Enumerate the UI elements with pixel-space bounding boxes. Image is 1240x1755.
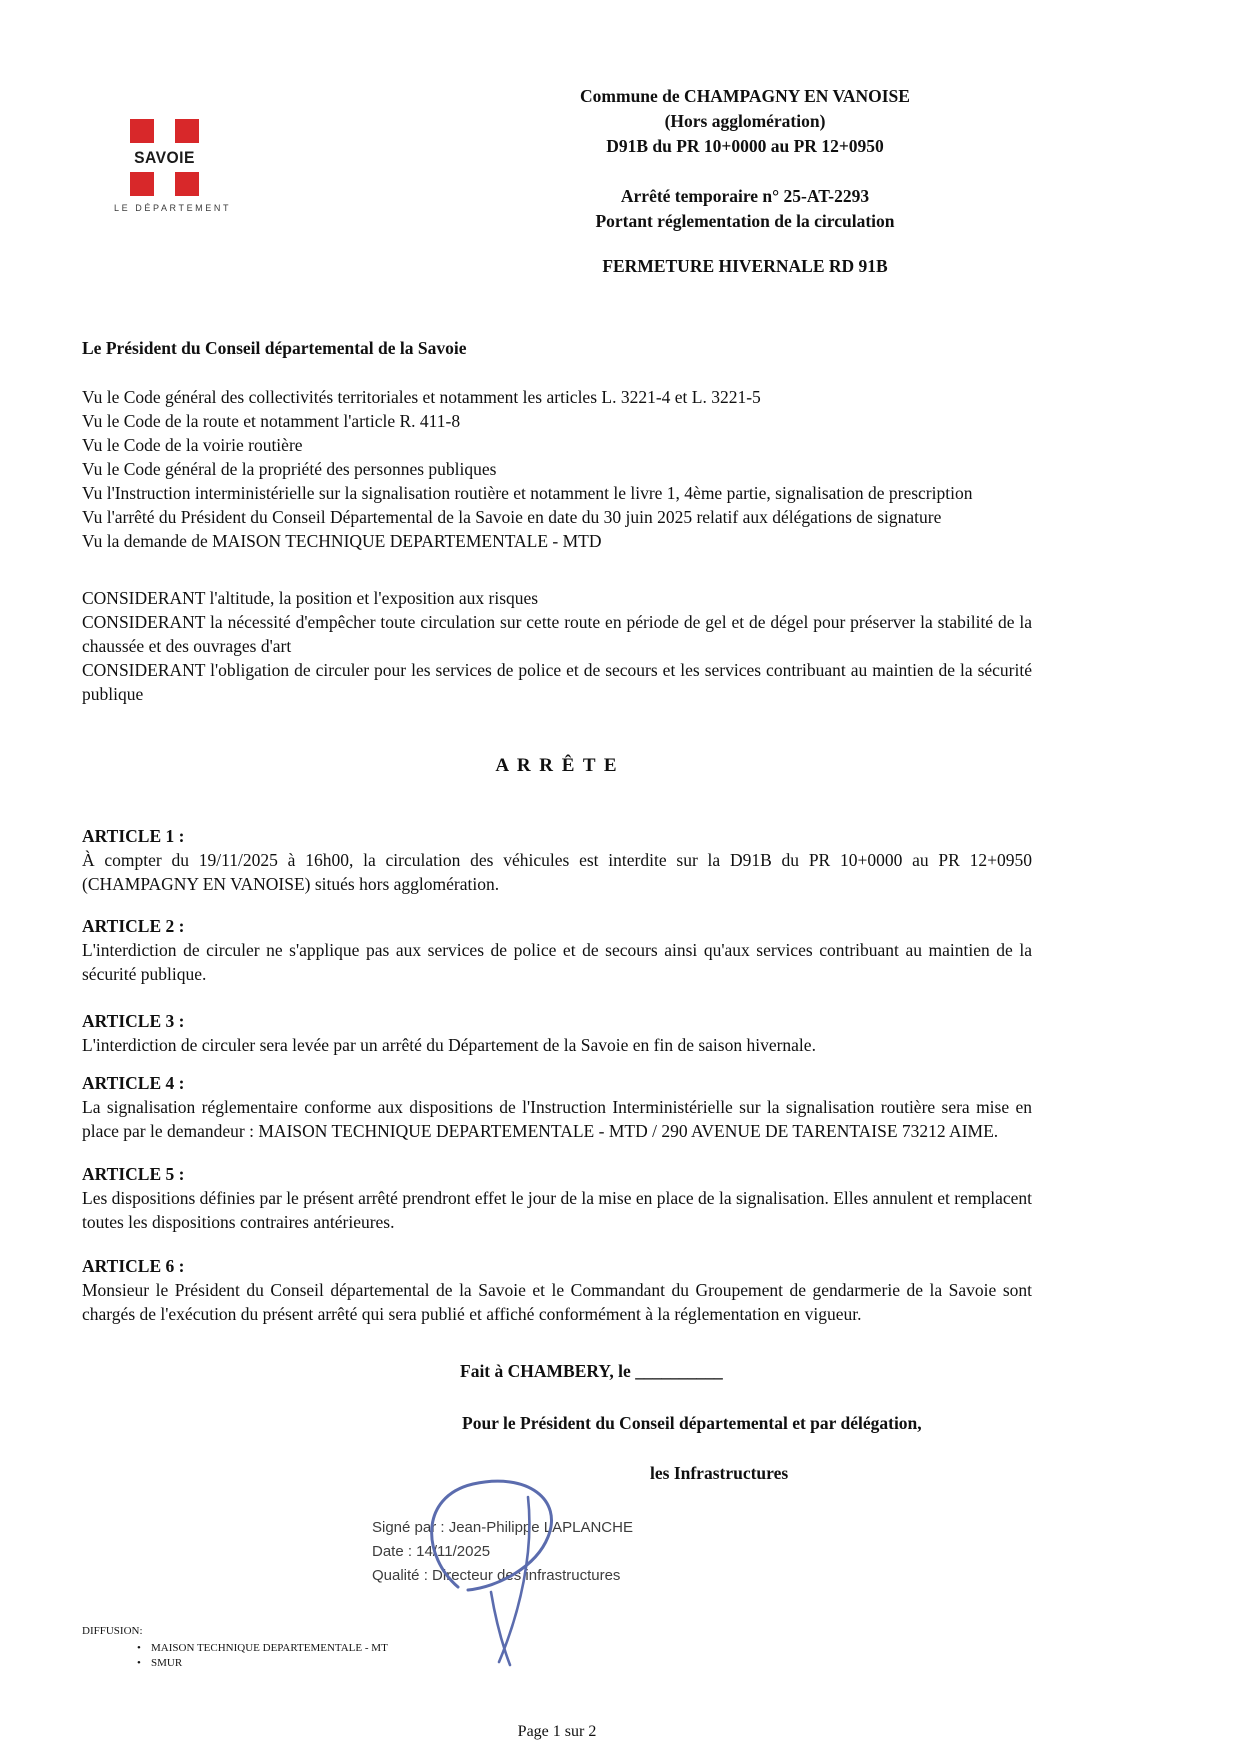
considerant-item: CONSIDERANT l'altitude, la position et l'exposition aux risques xyxy=(82,588,539,608)
article-5-title: ARTICLE 5 : xyxy=(82,1164,185,1184)
diffusion-block xyxy=(82,1624,388,1671)
header-arrete-subject: Portant réglementation de la circulation xyxy=(595,211,895,231)
diffusion-item: • MAISON TECHNIQUE DEPARTEMENTALE - MT xyxy=(137,1642,388,1654)
article-1-title: ARTICLE 1 : xyxy=(82,826,185,846)
article-4-body: La signalisation réglementaire conforme aux dispositions de l'Instruction Interministérielle sur la signalisation routière sera mise en place par le demandeur : MAISON TECHNIQUE DEPARTEMENTALE - MTD / 290 AVENUE DE TARENTAISE 73212 AIME. xyxy=(82,1097,1032,1141)
article-4 xyxy=(82,1071,1032,1143)
vu-item: Vu la demande de MAISON TECHNIQUE DEPARTEMENTALE - MTD xyxy=(82,531,602,551)
considerant-block xyxy=(82,586,1032,706)
article-3-title: ARTICLE 3 : xyxy=(82,1011,185,1031)
article-3-body: L'interdiction de circuler sera levée par un arrêté du Département de la Savoie en fin de saison hivernale. xyxy=(82,1035,816,1055)
logo-square xyxy=(175,119,199,143)
article-6 xyxy=(82,1254,1032,1326)
president-line: Le Président du Conseil départemental de la Savoie xyxy=(82,338,467,358)
article-2-body: L'interdiction de circuler ne s'applique pas aux services de police et de secours ainsi qu'aux services contribuant au maintien de la sécurité publique. xyxy=(82,940,1032,984)
header-hors-agglo-line: (Hors agglomération) xyxy=(664,111,826,131)
logo-subtitle: LE DÉPARTEMENT xyxy=(114,203,232,213)
page-footer: Page 1 sur 2 xyxy=(517,1723,597,1740)
article-4-title: ARTICLE 4 : xyxy=(82,1073,185,1093)
diffusion-label: DIFFUSION: xyxy=(82,1625,143,1637)
signature-signed-by: Signé par : Jean-Philippe LAPLANCHE xyxy=(372,1519,633,1536)
header-closure-title: FERMETURE HIVERNALE RD 91B xyxy=(602,256,888,276)
article-2-title: ARTICLE 2 : xyxy=(82,916,185,936)
logo-square xyxy=(175,172,199,196)
header-arrete-number: Arrêté temporaire n° 25-AT-2293 xyxy=(620,186,870,206)
handwritten-signature xyxy=(398,1472,613,1667)
bullet-icon: • xyxy=(137,1642,141,1654)
article-6-body: Monsieur le Président du Conseil départemental de la Savoie et le Commandant du Groupement de gendarmerie de la Savoie sont chargés de l'exécution du présent arrêté qui sera publié et affiché conformément à la réglementation en vigueur. xyxy=(82,1280,1032,1324)
savoie-logo xyxy=(114,119,232,213)
document-body xyxy=(82,336,1032,1485)
savoie-logo-icon xyxy=(128,119,198,197)
fait-a-line: Fait à CHAMBERY, le __________ xyxy=(460,1361,723,1381)
vu-item: Vu le Code de la voirie routière xyxy=(82,435,303,455)
logo-square xyxy=(130,119,154,143)
considerant-item: CONSIDERANT l'obligation de circuler pour les services de police et de secours et les services contribuant au maintien de la sécurité publique xyxy=(82,660,1032,704)
vu-block xyxy=(82,385,1032,553)
considerant-item: CONSIDERANT la nécessité d'empêcher toute circulation sur cette route en période de gel et de dégel pour préserver la stabilité de la chaussée et des ouvrages d'art xyxy=(82,612,1032,656)
signature-date: Date : 14/11/2025 xyxy=(372,1543,491,1560)
header-commune-line: Commune de CHAMPAGNY EN VANOISE xyxy=(580,86,910,106)
vu-item: Vu le Code de la route et notamment l'article R. 411-8 xyxy=(82,411,461,431)
arrete-heading: A R R Ê T E xyxy=(495,755,619,776)
vu-item: Vu le Code général des collectivités territoriales et notamment les articles L. 3221-4 et L. 3221-5 xyxy=(82,387,761,407)
article-1-body: À compter du 19/11/2025 à 16h00, la circulation des véhicules est interdite sur la D91B du PR 10+0000 au PR 12+0950 (CHAMPAGNY EN VANOISE) situés hors agglomération. xyxy=(82,850,1032,894)
article-3 xyxy=(82,1009,1032,1057)
logo-square xyxy=(130,172,154,196)
diffusion-item: • SMUR xyxy=(137,1657,183,1669)
vu-item: Vu le Code général de la propriété des personnes publiques xyxy=(82,459,497,479)
signature-quality: Qualité : Directeur des infrastructures xyxy=(372,1567,621,1584)
article-5 xyxy=(82,1162,1032,1234)
bullet-icon: • xyxy=(137,1657,141,1669)
infrastructures-line: les Infrastructures xyxy=(650,1463,789,1483)
header-road-line: D91B du PR 10+0000 au PR 12+0950 xyxy=(606,136,884,156)
vu-item: Vu l'arrêté du Président du Conseil Départemental de la Savoie en date du 30 juin 2025 relatif aux délégations de signature xyxy=(82,507,942,527)
document-header xyxy=(420,84,1070,279)
article-2 xyxy=(82,914,1032,986)
vu-item: Vu l'Instruction interministérielle sur la signalisation routière et notamment le livre 1, 4ème partie, signalisation de prescription xyxy=(82,483,973,503)
article-5-body: Les dispositions définies par le présent arrêté prendront effet le jour de la mise en place de la signalisation. Elles annulent et remplacent toutes les dispositions contraires antérieures. xyxy=(82,1188,1032,1232)
delegation-line: Pour le Président du Conseil départemental et par délégation, xyxy=(462,1413,922,1433)
article-6-title: ARTICLE 6 : xyxy=(82,1256,185,1276)
logo-wordmark: SAVOIE xyxy=(134,148,195,167)
article-1 xyxy=(82,824,1032,896)
